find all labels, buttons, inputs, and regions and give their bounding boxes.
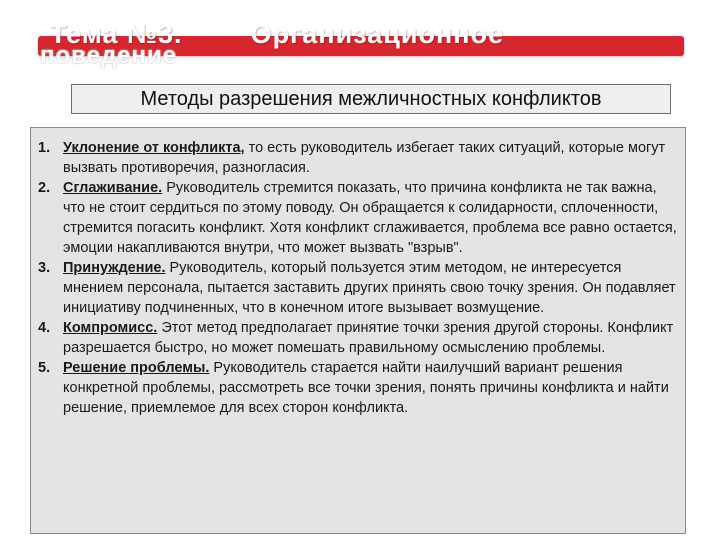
subtitle-text: Методы разрешения межличностных конфликтов [140,88,602,110]
list-item-text: Этот метод предполагает принятие точки зрения другой стороны. Конфликт разрешается быстро, но может помешать правильному осмыслению проблемы. [63,320,674,356]
list-item-term: Компромисс. [63,320,158,336]
list-item-term: Решение проблемы. [63,360,210,376]
list-item-term: Сглаживание. [63,180,163,196]
list-item [37,358,677,418]
list-item-term: Уклонение от конфликта, [63,140,245,156]
list-item-text: Руководитель, который пользуется этим методом, не интересуется мнением персонала, пытается заставить других принять свою точку зрения. Он подавляет инициативу подчиненных, что в конечном итоге вызывает возмущение. [63,260,676,316]
list-item-number: 2. [38,180,51,196]
content-box [30,127,686,534]
list-item-text: Руководитель стремится показать, что причина конфликта не так важна, что не стоит сердиться по этому поводу. Он обращается к солидарности, сплоченности, стремится погасить конфликт. Хотя конфликт сглаживается, проблема все равно остается, эмоции накапливаются внутри, что может вызвать "взрыв". [63,180,677,256]
list-item-number: 5. [38,360,51,376]
slide-header [0,0,720,80]
list-item-text: то есть руководитель избегает таких ситуаций, которые могут вызвать противоречия, разногласия. [63,140,666,176]
list-item [37,178,677,258]
methods-list [37,138,677,418]
list-item-text: Руководитель старается найти наилучший вариант решения конкретной проблемы, рассмотреть все точки зрения, понять причины конфликта и найти решение, приемлемое для всех сторон конфликта. [63,360,669,416]
slide-title-overflow-text: поведение [40,42,178,69]
list-item-number: 4. [38,320,51,336]
list-item [37,258,677,318]
subtitle-box [71,84,671,114]
slide-title-part1: Тема №3. [50,19,183,49]
list-item [37,138,677,178]
slide-title-overflow [40,42,210,69]
list-item-number: 3. [38,260,51,276]
list-item-number: 1. [38,140,51,156]
list-item [37,318,677,358]
list-item-term: Принуждение. [63,260,166,276]
slide-title-part2: Организационное [250,19,505,49]
